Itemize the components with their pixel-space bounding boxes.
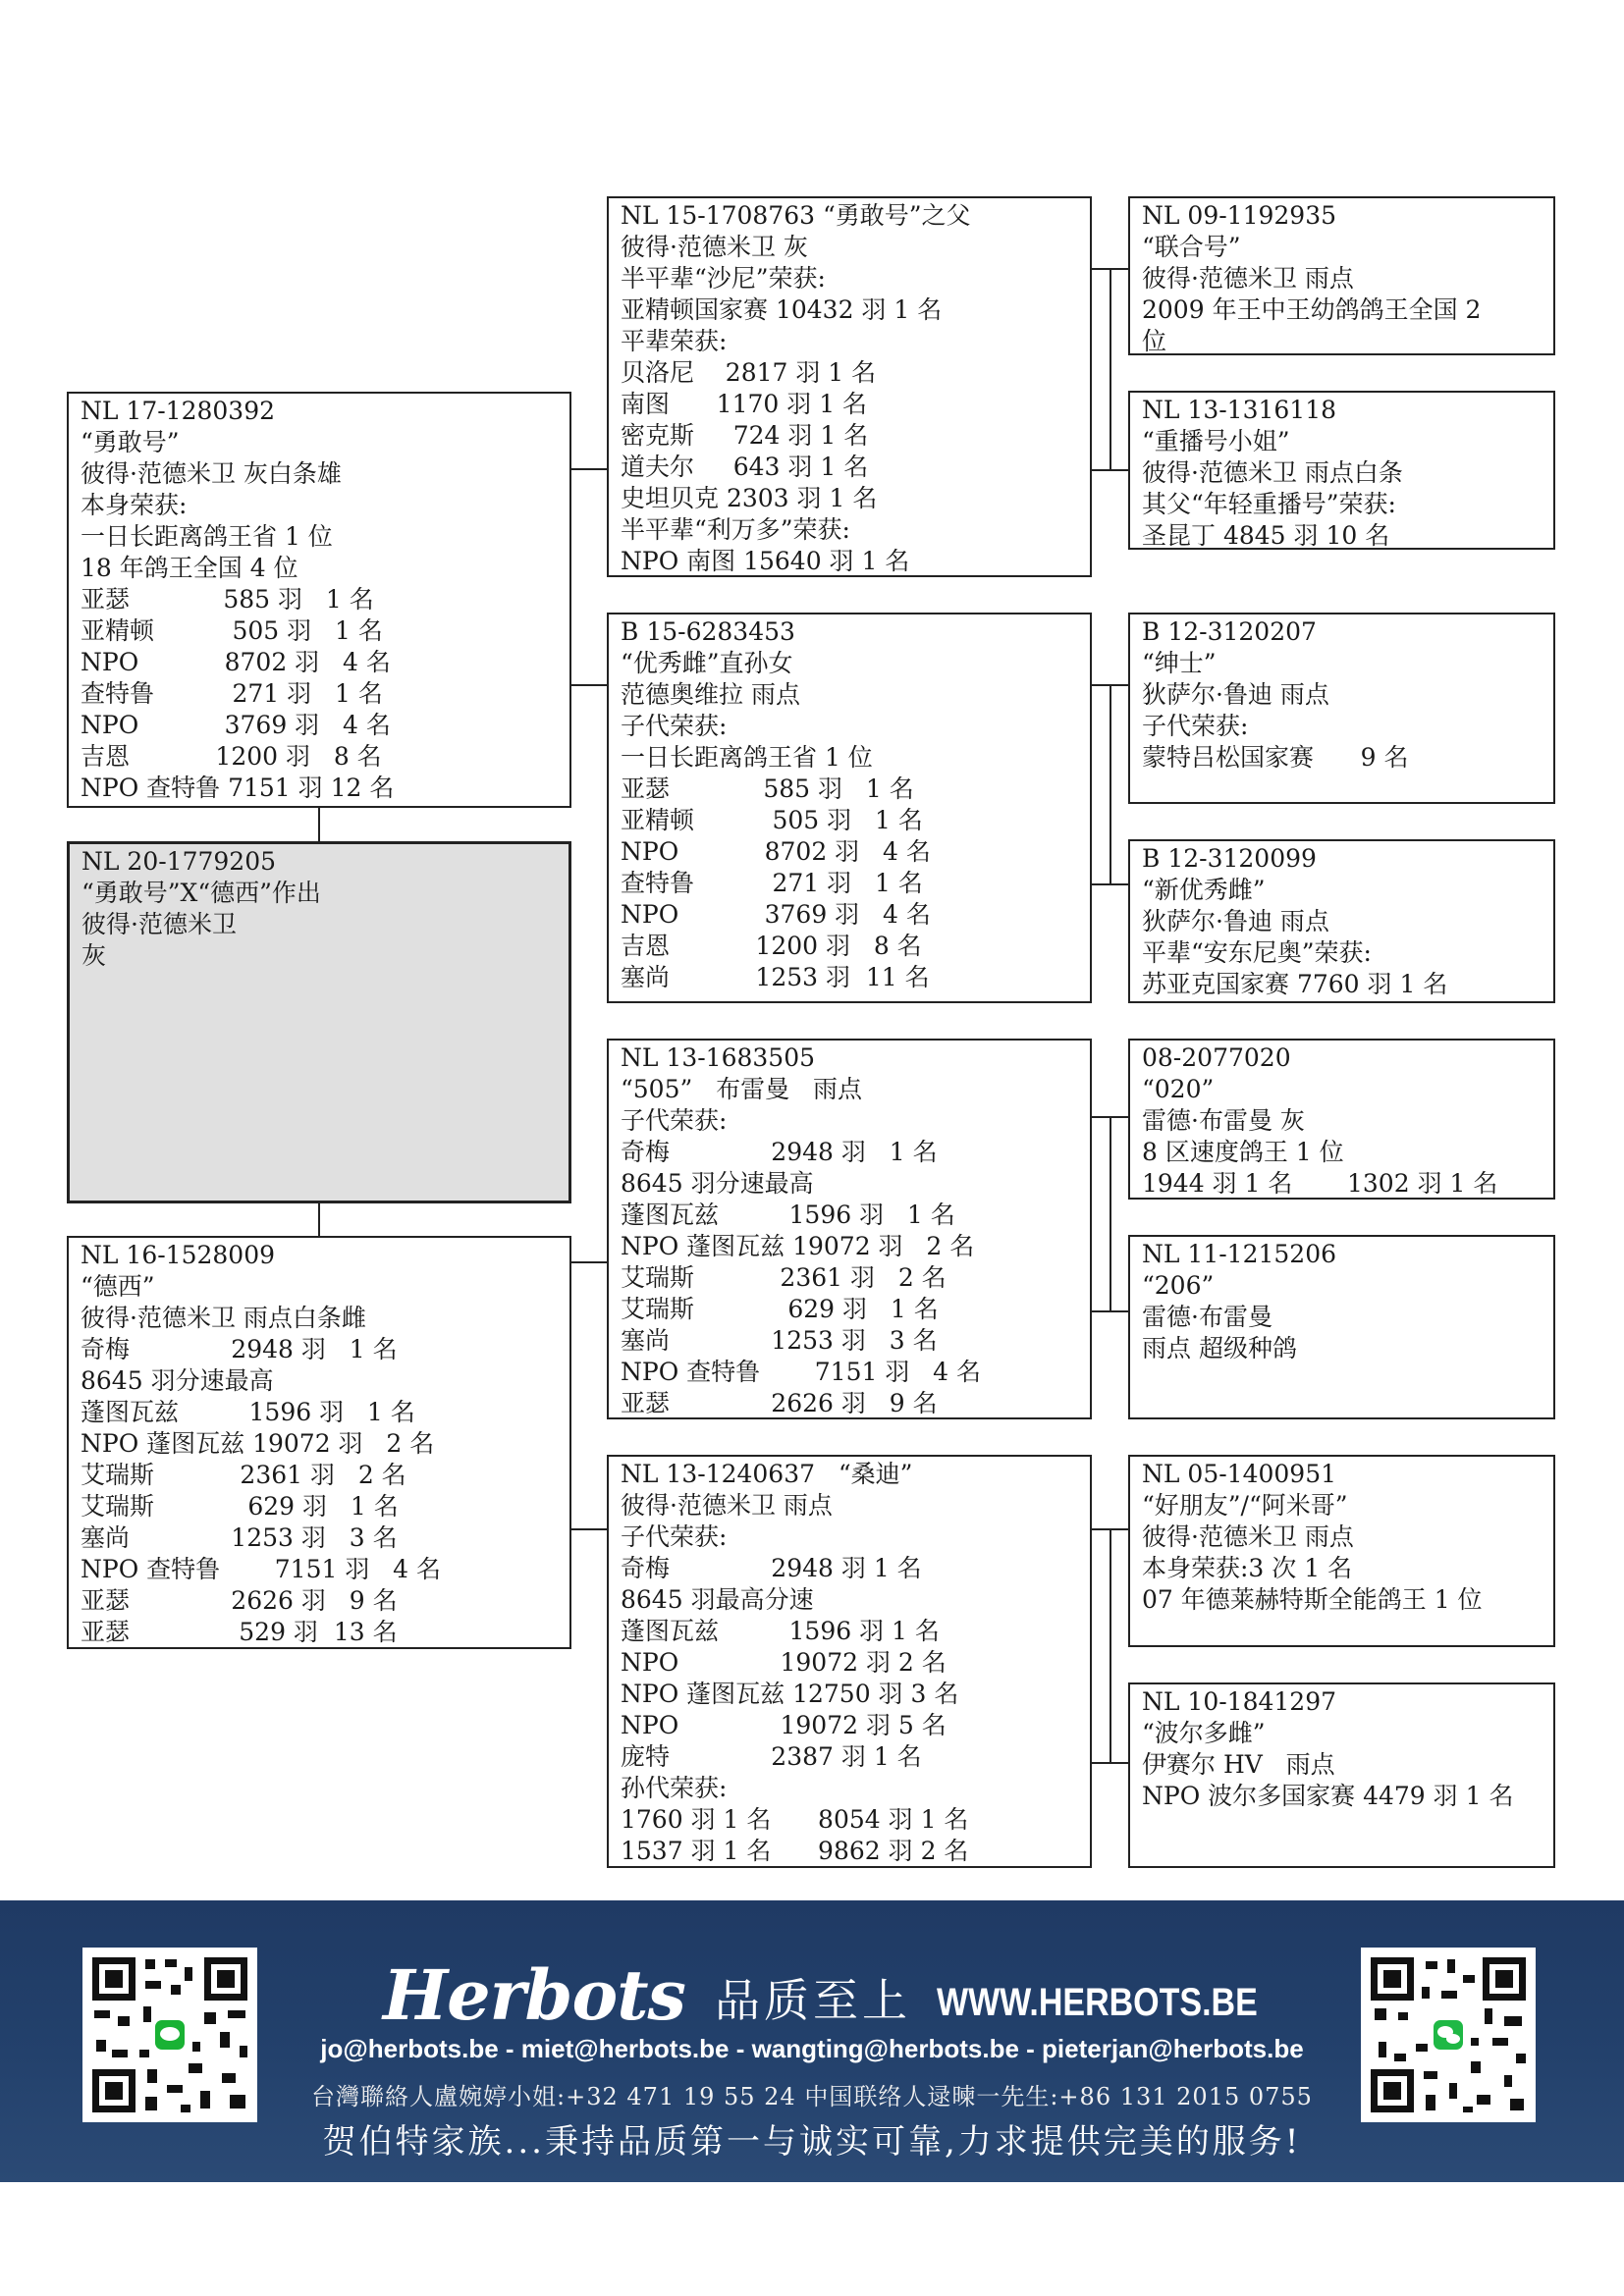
dam-sire-line: 奇梅 2948 羽 1 名: [621, 1138, 938, 1166]
ds-sire-line: 雷德·布雷曼 灰: [1142, 1106, 1305, 1135]
dam-line: 蓬图瓦兹 1596 羽 1 名: [81, 1398, 415, 1426]
dd-sire-line: “好朋友”/“阿米哥”: [1142, 1491, 1348, 1520]
dam-sire-line: NPO 查特鲁 7151 羽 4 名: [621, 1358, 982, 1386]
herbots-logo: Herbots: [383, 1954, 685, 2036]
connector-ds-sire: [1090, 1116, 1129, 1118]
dam-dam-line: 1537 羽 1 名 9862 羽 2 名: [621, 1837, 969, 1865]
sire-dam-line: NPO 3769 羽 4 名: [621, 900, 931, 929]
sd-dam-line: 平辈“安东尼奥”荣获:: [1142, 938, 1372, 967]
ds-dam-ring-number: NL 11-1215206: [1142, 1240, 1337, 1268]
dam-line: NPO 查特鲁 7151 羽 4 名: [81, 1555, 442, 1583]
dam-line: 塞尚 1253 羽 3 名: [81, 1523, 398, 1552]
sire-line: 彼得·范德米卫 灰白条雄: [81, 459, 342, 488]
sire-dam-ring-number: B 15-6283453: [621, 617, 795, 646]
email-list[interactable]: jo@herbots.be - miet@herbots.be - wangting@herbots.be - pieterjan@herbots.be: [320, 2034, 1304, 2063]
dam-line: 亚瑟 529 羽 13 名: [81, 1618, 398, 1646]
sire-dam-line: 亚精顿 505 羽 1 名: [621, 806, 923, 834]
subject-ring-number: NL 20-1779205: [81, 847, 277, 876]
qr-code-wechat[interactable]: [1361, 1948, 1536, 2122]
connector-dd-dam: [1090, 1762, 1129, 1764]
ss-sire-card: [1128, 196, 1555, 355]
ss-dam-line: 圣昆丁 4845 羽 10 名: [1142, 521, 1390, 550]
sire-sire-line: 南图 1170 羽 1 名: [621, 390, 868, 418]
sire-ring-number: NL 17-1280392: [81, 397, 276, 425]
dam-dam-ring-number: NL 13-1240637 “桑迪”: [621, 1460, 913, 1488]
sd-sire-line: 狄萨尔·鲁迪 雨点: [1142, 680, 1329, 709]
subject-card: [67, 841, 571, 1203]
connector-ds-dam: [1090, 1310, 1129, 1312]
dd-sire-line: 07 年德莱赫特斯全能鸽王 1 位: [1142, 1585, 1483, 1614]
connector-sire-dambranch: [569, 684, 609, 686]
dd-sire-ring-number: NL 05-1400951: [1142, 1460, 1337, 1488]
ss-sire-ring-number: NL 09-1192935: [1142, 201, 1337, 230]
sire-sire-line: 密克斯 724 羽 1 名: [621, 421, 869, 450]
sire-sire-line: 平辈荣获:: [621, 327, 728, 355]
dd-sire-line: 本身荣获:3 次 1 名: [1142, 1554, 1353, 1582]
sire-card: [67, 392, 571, 808]
footer-banner: [0, 1900, 1624, 2182]
ss-dam-ring-number: NL 13-1316118: [1142, 396, 1337, 424]
dam-line: 艾瑞斯 2361 羽 2 名: [81, 1461, 406, 1489]
sd-sire-line: “绅士”: [1142, 649, 1217, 677]
dam-line: 8645 羽分速最高: [81, 1366, 274, 1395]
ds-sire-line: 8 区速度鸽王 1 位: [1142, 1138, 1344, 1166]
dam-line: 亚瑟 2626 羽 9 名: [81, 1586, 398, 1615]
connector-dd-vertical: [1110, 1528, 1111, 1764]
sire-dam-line: “优秀雌”直孙女: [621, 649, 793, 677]
sd-dam-line: 苏亚克国家赛 7760 羽 1 名: [1142, 970, 1448, 998]
sire-sire-ring-number: NL 15-1708763 “勇敢号”之父: [621, 201, 971, 230]
brand-row: [383, 1951, 1314, 2036]
sire-line: 本身荣获:: [81, 491, 188, 519]
website-link[interactable]: WWW.HERBOTS.BE: [936, 1981, 1258, 2024]
dam-sire-card: [607, 1039, 1092, 1419]
dam-dam-line: 8645 羽最高分速: [621, 1585, 814, 1614]
connector-sd-sire: [1090, 684, 1129, 686]
sd-sire-line: 子代荣获:: [1142, 712, 1249, 740]
sd-dam-card: [1128, 839, 1555, 1003]
dd-dam-card: [1128, 1682, 1555, 1868]
subject-line: 灰: [81, 941, 107, 970]
connector-sd-vertical: [1110, 684, 1111, 885]
ss-sire-line: 2009 年王中王幼鸽鸽王全国 2: [1142, 295, 1482, 324]
sire-line: NPO 8702 羽 4 名: [81, 648, 391, 676]
sire-line: 18 年鸽王全国 4 位: [81, 554, 298, 582]
connector-sire-subject: [318, 807, 320, 842]
sire-line: 一日长距离鸽王省 1 位: [81, 522, 333, 551]
sd-sire-ring-number: B 12-3120207: [1142, 617, 1317, 646]
ds-dam-line: “206”: [1142, 1271, 1215, 1300]
sd-sire-card: [1128, 613, 1555, 804]
dam-dam-line: 1760 羽 1 名 8054 羽 1 名: [621, 1805, 969, 1834]
sire-sire-line: 道夫尔 643 羽 1 名: [621, 453, 869, 481]
ss-sire-line: 位: [1142, 327, 1167, 355]
ds-dam-line: 雷德·布雷曼: [1142, 1303, 1272, 1331]
slogan: 品质至上: [714, 1974, 911, 2027]
dam-dam-line: 彼得·范德米卫 雨点: [621, 1491, 833, 1520]
sd-dam-ring-number: B 12-3120099: [1142, 844, 1317, 873]
sire-dam-line: NPO 8702 羽 4 名: [621, 837, 931, 866]
connector-subject-dam: [318, 1201, 320, 1237]
motto: 贺伯特家族...秉持品质第一与诚实可靠,力求提供完美的服务!: [322, 2122, 1302, 2162]
sire-line: 亚瑟 585 羽 1 名: [81, 585, 374, 614]
sire-line: “勇敢号”: [81, 428, 180, 456]
dam-dam-line: 奇梅 2948 羽 1 名: [621, 1554, 922, 1582]
ds-sire-line: 1944 羽 1 名 1302 羽 1 名: [1142, 1169, 1498, 1198]
sire-sire-line: 贝洛尼 2817 羽 1 名: [621, 358, 877, 387]
connector-dam-dambranch: [569, 1528, 609, 1530]
dd-sire-line: 彼得·范德米卫 雨点: [1142, 1522, 1354, 1551]
dd-sire-card: [1128, 1455, 1555, 1647]
dd-dam-line: “波尔多雌”: [1142, 1719, 1266, 1747]
connector-ss-dam: [1090, 469, 1129, 471]
dam-dam-card: [607, 1455, 1092, 1868]
dam-sire-line: 亚瑟 2626 羽 9 名: [621, 1389, 938, 1417]
ds-sire-card: [1128, 1039, 1555, 1200]
dam-dam-line: 庞特 2387 羽 1 名: [621, 1742, 922, 1771]
ds-sire-ring-number: 08-2077020: [1142, 1043, 1291, 1072]
ds-sire-line: “020”: [1142, 1075, 1215, 1103]
sire-dam-line: 亚瑟 585 羽 1 名: [621, 774, 914, 803]
dam-line: “德西”: [81, 1272, 155, 1301]
dam-ring-number: NL 16-1528009: [81, 1241, 276, 1269]
ss-dam-card: [1128, 391, 1555, 550]
dam-sire-ring-number: NL 13-1683505: [621, 1043, 816, 1072]
connector-sire-sirebranch: [569, 468, 609, 470]
sire-dam-line: 查特鲁 271 羽 1 名: [621, 869, 923, 897]
subject-line: 彼得·范德米卫: [81, 910, 237, 938]
dd-dam-ring-number: NL 10-1841297: [1142, 1687, 1337, 1716]
sire-dam-line: 一日长距离鸽王省 1 位: [621, 743, 873, 772]
ds-dam-card: [1128, 1235, 1555, 1419]
sire-line: 亚精顿 505 羽 1 名: [81, 616, 383, 645]
dam-dam-line: NPO 蓬图瓦兹 12750 羽 3 名: [621, 1680, 959, 1708]
sire-sire-line: NPO 南图 15640 羽 1 名: [621, 547, 910, 575]
ss-dam-line: “重播号小姐”: [1142, 427, 1290, 455]
dd-dam-line: 伊赛尔 HV 雨点: [1142, 1750, 1335, 1779]
dam-card: [67, 1236, 571, 1649]
subject-line: “勇敢号”X“德西”作出: [81, 879, 321, 907]
connector-ss-vertical: [1110, 268, 1111, 471]
ss-dam-line: 彼得·范德米卫 雨点白条: [1142, 458, 1403, 487]
dam-sire-line: 艾瑞斯 629 羽 1 名: [621, 1295, 939, 1323]
sire-sire-card: [607, 196, 1092, 577]
dam-dam-line: 蓬图瓦兹 1596 羽 1 名: [621, 1617, 940, 1645]
dam-sire-line: 子代荣获:: [621, 1106, 728, 1135]
sire-line: 查特鲁 271 羽 1 名: [81, 679, 383, 708]
sire-sire-line: 史坦贝克 2303 羽 1 名: [621, 484, 878, 512]
connector-dam-sirebranch: [569, 1261, 609, 1263]
dam-sire-line: 蓬图瓦兹 1596 羽 1 名: [621, 1201, 955, 1229]
sire-sire-line: 亚精顿国家赛 10432 羽 1 名: [621, 295, 943, 324]
sire-line: 吉恩 1200 羽 8 名: [81, 742, 382, 771]
dam-line: NPO 蓬图瓦兹 19072 羽 2 名: [81, 1429, 435, 1458]
dam-dam-line: 子代荣获:: [621, 1522, 728, 1551]
connector-sd-dam: [1090, 883, 1129, 885]
sire-dam-line: 塞尚 1253 羽 11 名: [621, 963, 930, 991]
sd-dam-line: “新优秀雌”: [1142, 876, 1266, 904]
dam-line: 彼得·范德米卫 雨点白条雌: [81, 1304, 366, 1332]
sd-sire-line: 蒙特吕松国家赛 9 名: [1142, 743, 1409, 772]
sire-dam-line: 吉恩 1200 羽 8 名: [621, 932, 922, 960]
dam-dam-line: 孙代荣获:: [621, 1774, 728, 1802]
connector-ds-vertical: [1110, 1116, 1111, 1312]
dam-sire-line: 8645 羽分速最高: [621, 1169, 814, 1198]
sire-sire-line: 半平辈“沙尼”荣获:: [621, 264, 826, 293]
connector-dd-sire: [1090, 1528, 1129, 1530]
dam-sire-line: 塞尚 1253 羽 3 名: [621, 1326, 938, 1355]
dam-line: 艾瑞斯 629 羽 1 名: [81, 1492, 399, 1521]
dam-line: 奇梅 2948 羽 1 名: [81, 1335, 398, 1363]
sire-line: NPO 查特鲁 7151 羽 12 名: [81, 774, 395, 802]
sire-line: NPO 3769 羽 4 名: [81, 711, 391, 739]
dam-dam-line: NPO 19072 羽 2 名: [621, 1648, 947, 1677]
ss-sire-line: 彼得·范德米卫 雨点: [1142, 264, 1354, 293]
sire-dam-card: [607, 613, 1092, 1003]
dd-dam-line: NPO 波尔多国家赛 4479 羽 1 名: [1142, 1782, 1514, 1810]
dam-sire-line: 艾瑞斯 2361 羽 2 名: [621, 1263, 947, 1292]
ss-sire-line: “联合号”: [1142, 233, 1241, 261]
dam-sire-line: “505” 布雷曼 雨点: [621, 1075, 862, 1103]
dam-sire-line: NPO 蓬图瓦兹 19072 羽 2 名: [621, 1232, 975, 1260]
sd-dam-line: 狄萨尔·鲁迪 雨点: [1142, 907, 1329, 935]
sire-sire-line: 彼得·范德米卫 灰: [621, 233, 808, 261]
dam-dam-line: NPO 19072 羽 5 名: [621, 1711, 947, 1739]
sire-sire-line: 半平辈“利万多”荣获:: [621, 515, 850, 544]
ss-dam-line: 其父“年轻重播号”荣获:: [1142, 490, 1396, 518]
sire-dam-line: 范德奥维拉 雨点: [621, 680, 800, 709]
sire-dam-line: 子代荣获:: [621, 712, 728, 740]
ds-dam-line: 雨点 超级种鸽: [1142, 1334, 1297, 1362]
connector-ss-sire: [1090, 268, 1129, 270]
contact-info: 台灣聯絡人盧婉婷小姐:+32 471 19 55 24 中国联络人逯暕一先生:+86 131 2015 0755: [311, 2083, 1313, 2110]
